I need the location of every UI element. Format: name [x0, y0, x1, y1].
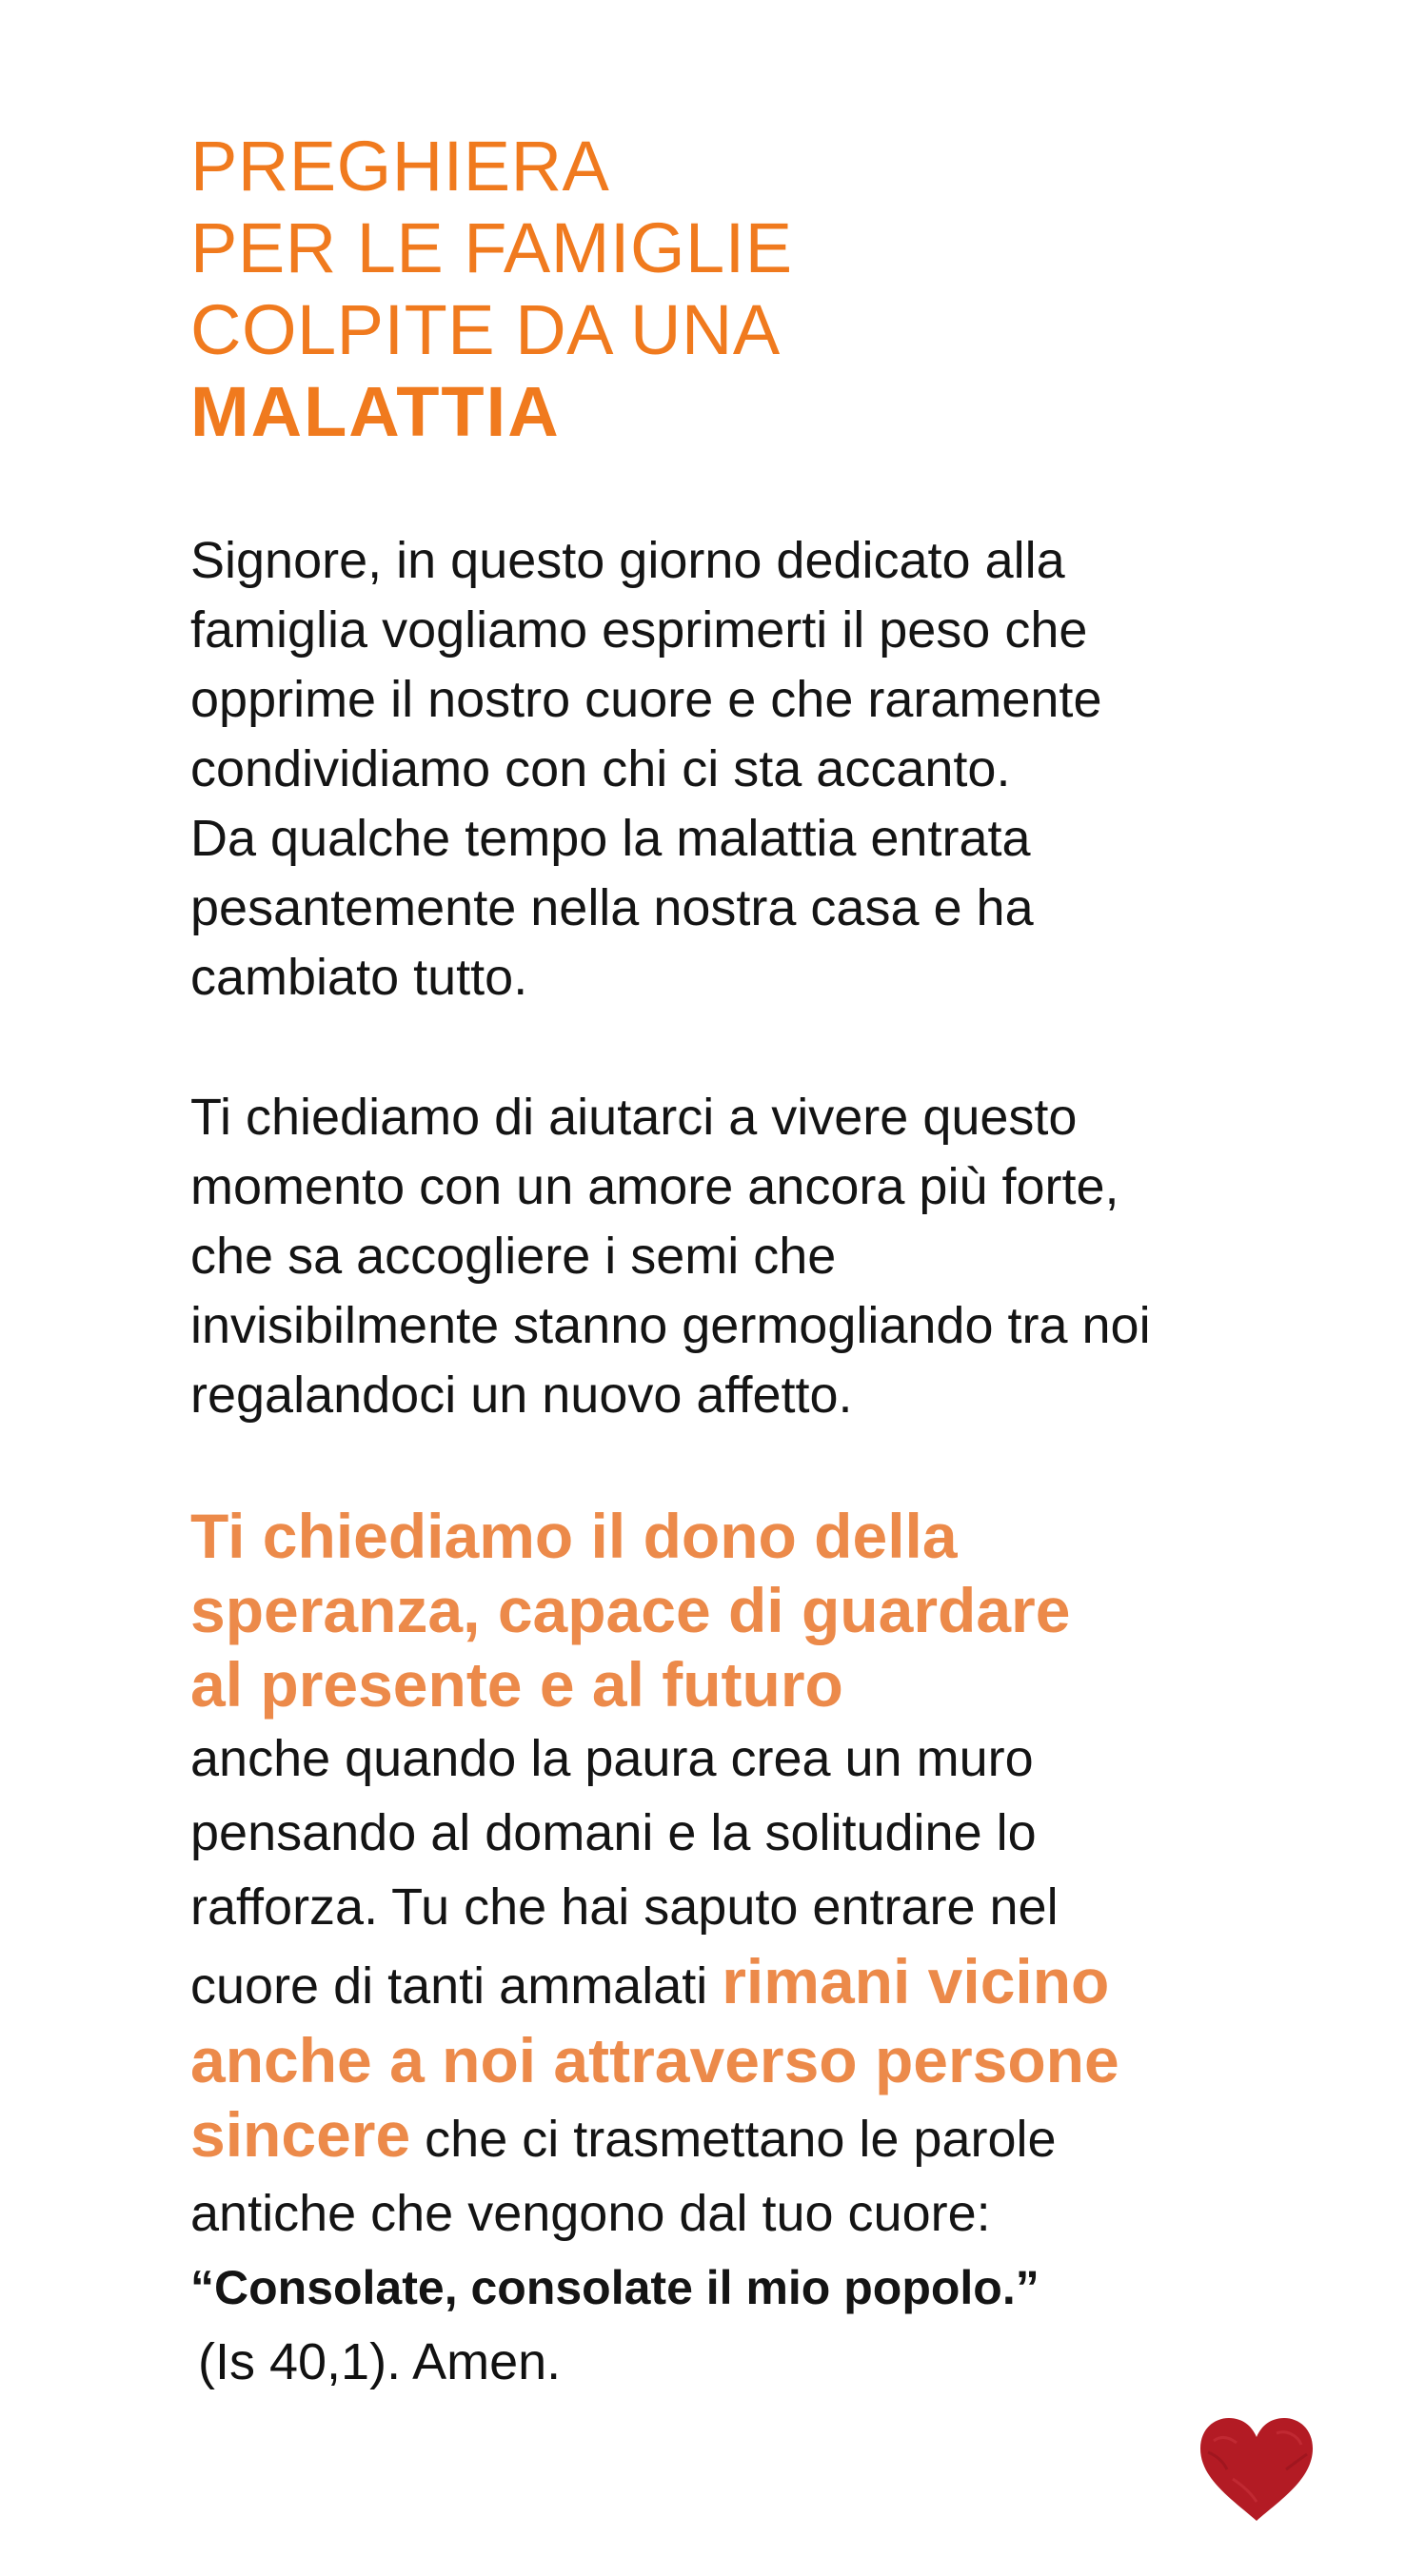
paragraph-line: opprime il nostro cuore e che raramente: [190, 671, 1102, 728]
highlight-line: speranza, capace di guardare: [190, 1575, 1071, 1645]
page-title: [190, 126, 1238, 453]
highlight-text: rimani vicino: [722, 1946, 1110, 2016]
highlight-line: anche a noi attraverso persone: [190, 2025, 1119, 2095]
highlight-line: Ti chiediamo il dono della: [190, 1501, 958, 1571]
title-line-2: PER LE FAMIGLIE: [190, 208, 793, 287]
title-line-3: COLPITE DA UNA: [190, 290, 781, 369]
paragraph-line: antiche che vengono dal tuo cuore:: [190, 2185, 991, 2242]
paragraph-line: Da qualche tempo la malattia entrata: [190, 810, 1031, 867]
paragraph-line: condividiamo con chi ci sta accanto.: [190, 740, 1011, 797]
paragraph-line: cambiato tutto.: [190, 949, 528, 1006]
paragraph-1: [190, 526, 1285, 1013]
title-line-1: PREGHIERA: [190, 127, 610, 206]
paragraph-2: [190, 1083, 1285, 1430]
paragraph-line: Signore, in questo giorno dedicato alla: [190, 532, 1065, 589]
paragraph-line: Ti chiediamo di aiutarci a vivere questo: [190, 1089, 1078, 1146]
highlight-text: sincere: [190, 2099, 411, 2170]
paragraph-line: momento con un amore ancora più forte,: [190, 1158, 1119, 1215]
paragraph-line: famiglia vogliamo esprimerti il peso che: [190, 601, 1088, 659]
highlight-line: al presente e al futuro: [190, 1649, 843, 1720]
paragraph-line: regalandoci un nuovo affetto.: [190, 1367, 853, 1424]
paragraph-3: [190, 1499, 1285, 2399]
paragraph-line: anche quando la paura crea un muro: [190, 1730, 1034, 1787]
paragraph-line: pesantemente nella nostra casa e ha: [190, 879, 1034, 936]
paragraph-text: che ci trasmettano le parole: [410, 2111, 1057, 2168]
paragraph-line-mixed: [190, 2097, 1285, 2176]
paragraph-line: invisibilmente stanno germogliando tra noi: [190, 1297, 1151, 1354]
bible-reference: (Is 40,1). Amen.: [198, 2333, 562, 2390]
bible-quote: “Consolate, consolate il mio popolo.”: [190, 2261, 1040, 2314]
heart-icon: [1195, 2412, 1318, 2525]
paragraph-line: pensando al domani e la solitudine lo: [190, 1804, 1037, 1861]
paragraph-line: che sa accogliere i semi che: [190, 1228, 837, 1285]
paragraph-line-mixed: [190, 1944, 1285, 2023]
paragraph-text: cuore di tanti ammalati: [190, 1957, 723, 2015]
paragraph-line: rafforza. Tu che hai saputo entrare nel: [190, 1878, 1059, 1936]
title-line-4: MALATTIA: [190, 372, 561, 451]
